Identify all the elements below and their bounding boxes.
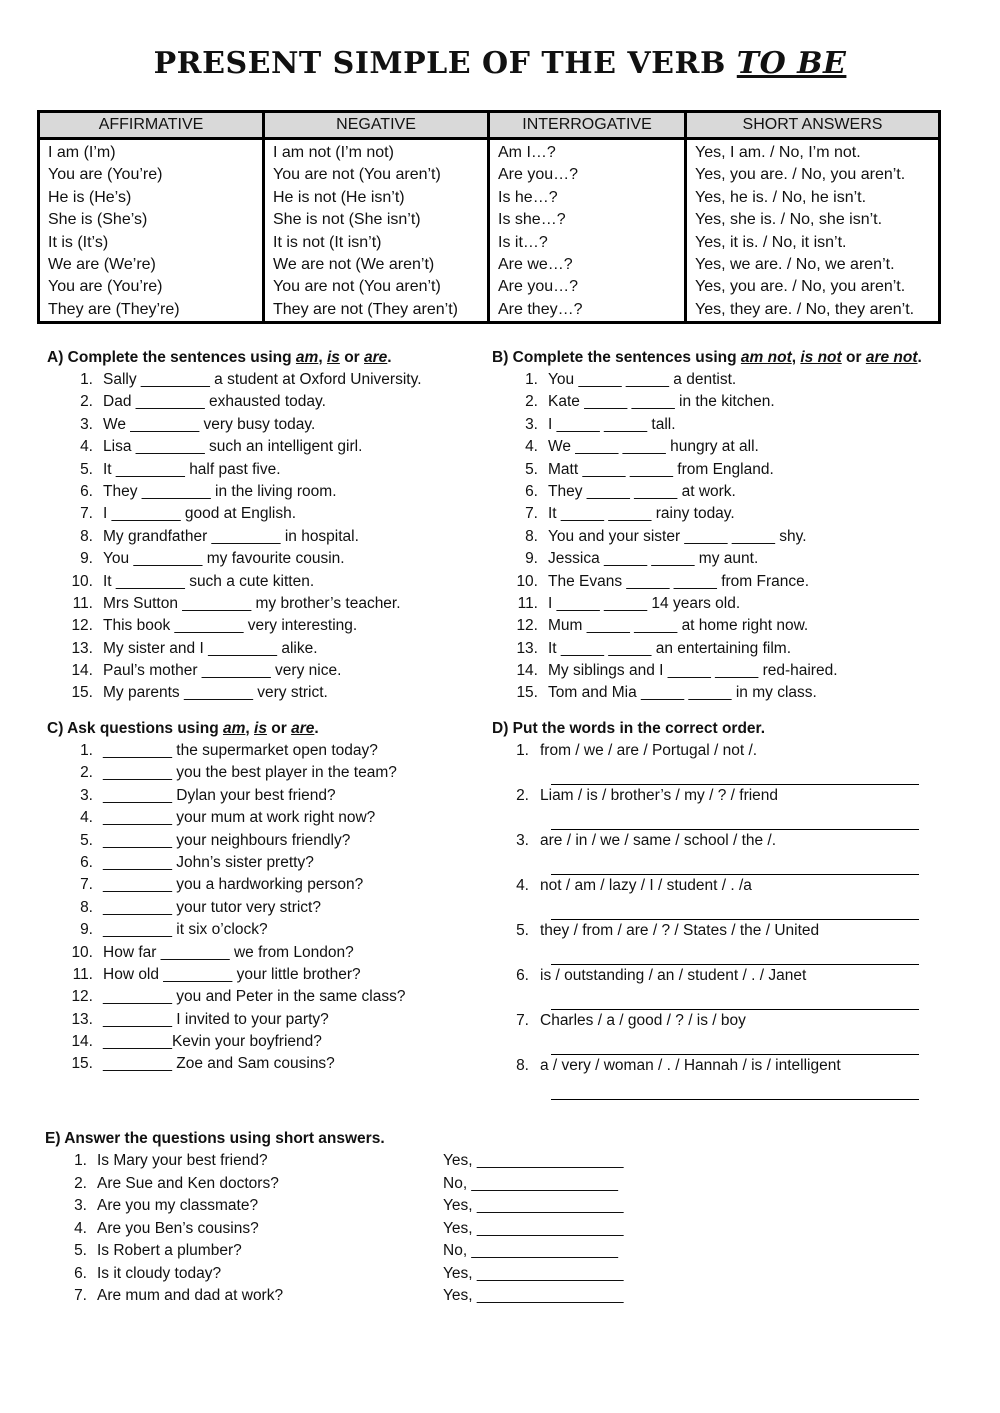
item-number: 3. [80,786,93,804]
item-number: 11. [72,965,93,983]
list-item [47,830,487,852]
item-number: 7. [525,505,538,523]
list-item [492,830,952,853]
answer-blank[interactable]: No, _________________ [443,1174,618,1192]
item-number: 13. [516,639,538,657]
section-e-title: E) Answer the questions using short answers. [45,1130,385,1147]
item-number: 8. [80,898,93,916]
item-number: 2. [516,787,529,804]
list-item [47,436,487,458]
table-body [39,139,940,323]
list-item [492,503,952,525]
table-cell: She is (She’s) [39,209,264,231]
item-number: 6. [80,482,93,500]
item-number: 1. [80,371,93,388]
answer-line[interactable] [551,1033,919,1056]
list-item [47,785,487,807]
item-text: How old ________ your little brother? [103,965,361,983]
table-cell: They are not (They aren’t) [264,299,489,323]
item-text: they / from / are / ? / States / the / United [540,922,820,939]
item-text: I ________ good at English. [103,505,297,523]
list-item [47,459,487,481]
title-emphasis: TO BE [736,46,847,81]
table-cell: He is (He’s) [39,187,264,209]
list-item [47,369,487,391]
item-number: 15. [71,1055,93,1073]
item-text: You and your sister _____ _____ shy. [548,527,807,545]
table-cell: Are we…? [489,254,686,276]
item-number: 8. [80,527,93,545]
list-item [492,740,952,763]
item-text: is / outstanding / an / student / . / Janet [540,967,807,984]
table-cell: They are (They’re) [39,299,264,323]
item-text: Dad ________ exhausted today. [103,393,326,411]
list-item [45,1150,665,1173]
list-item [492,920,952,943]
list-item [47,615,487,637]
item-number: 7. [80,505,93,523]
table-row [39,276,940,298]
list-item [47,740,487,762]
item-text: Lisa ________ such an intelligent girl. [103,438,363,456]
header-short-answers: SHORT ANSWERS [686,112,940,139]
table-cell: You are (You’re) [39,164,264,186]
table-row [39,139,940,165]
list-item [492,571,952,593]
item-text: You ________ my favourite cousin. [103,550,345,568]
answer-line[interactable] [551,898,919,921]
list-item [47,548,487,570]
list-item [492,436,952,458]
list-item [47,503,487,525]
table-cell: Yes, he is. / No, he isn’t. [686,187,940,209]
item-text: I _____ _____ 14 years old. [548,594,741,612]
item-text: ________ it six o’clock? [103,921,268,939]
list-item [492,660,952,682]
section-a [47,347,487,705]
list-item [492,1010,952,1033]
item-number: 9. [525,550,538,568]
table-cell: Is it…? [489,232,686,254]
table-row [39,232,940,254]
item-number: 14. [71,1033,93,1051]
item-text: ________ I invited to your party? [103,1010,329,1028]
item-text: ________ John’s sister pretty? [103,853,314,871]
item-number: 2. [74,1174,87,1192]
table-cell: Are they…? [489,299,686,323]
question-text: Is Mary your best friend? [97,1152,268,1169]
item-text: Jessica _____ _____ my aunt. [548,550,759,568]
item-number: 15. [516,684,538,702]
list-item [45,1173,665,1196]
item-number: 8. [525,527,538,545]
table-cell: Is she…? [489,209,686,231]
conjugation-table [37,110,941,324]
question-text: Are you my classmate? [97,1197,259,1214]
list-item [492,1055,952,1078]
list-item [492,638,952,660]
item-number: 13. [71,639,93,657]
answer-blank[interactable]: Yes, _________________ [443,1197,624,1214]
table-cell: We are (We’re) [39,254,264,276]
table-row [39,209,940,231]
table-cell: Yes, you are. / No, you aren’t. [686,276,940,298]
list-item [47,1031,487,1053]
table-row [39,164,940,186]
list-item [47,942,487,964]
item-number: 7. [80,876,93,894]
item-number: 5. [74,1242,87,1259]
item-text: ________ Zoe and Sam cousins? [103,1055,335,1073]
list-item [45,1285,665,1308]
section-c-title: C) Ask questions using am, is or are. [47,720,319,737]
item-text: Matt _____ _____ from England. [548,460,774,478]
item-text: We ________ very busy today. [103,415,316,433]
table-row [39,254,940,276]
list-item [492,615,952,637]
item-text: ________Kevin your boyfriend? [103,1033,322,1051]
item-text: How far ________ we from London? [103,943,354,961]
list-item [47,526,487,548]
table-cell: You are not (You aren’t) [264,164,489,186]
list-item [47,1009,487,1031]
item-number: 6. [516,967,529,984]
item-number: 15. [71,684,93,702]
item-number: 3. [80,415,93,433]
list-item [45,1195,665,1218]
section-d-title: D) Put the words in the correct order. [492,720,766,737]
item-number: 6. [525,482,538,500]
page-title [0,46,1000,81]
item-number: 1. [525,371,538,388]
list-item [47,682,487,704]
item-number: 12. [516,617,538,635]
list-item [492,369,952,391]
list-item [492,682,952,704]
table-cell: Yes, she is. / No, she isn’t. [686,209,940,231]
item-number: 10. [71,943,93,961]
item-number: 3. [74,1197,87,1214]
table-row [39,187,940,209]
question-text: Is it cloudy today? [97,1264,222,1282]
item-text: We _____ _____ hungry at all. [548,438,759,456]
item-number: 9. [80,921,93,939]
item-number: 7. [74,1287,87,1304]
list-item [47,571,487,593]
item-number: 9. [80,550,93,568]
item-text: My siblings and I _____ _____ red-haired. [548,662,838,680]
answer-line[interactable] [551,1078,919,1101]
list-item [47,852,487,874]
list-item [492,414,952,436]
list-item [492,526,952,548]
item-text: ________ your neighbours friendly? [103,831,351,849]
list-item [47,593,487,615]
list-item [492,785,952,808]
table-cell: Yes, it is. / No, it isn’t. [686,232,940,254]
list-item [492,459,952,481]
section-d [492,718,952,1100]
list-item [47,897,487,919]
item-text: It ________ half past five. [103,460,281,478]
item-number: 4. [74,1219,87,1237]
table-cell: I am (I’m) [39,139,264,165]
item-number: 5. [80,831,93,849]
list-item [47,762,487,784]
item-number: 12. [71,617,93,635]
item-text: They ________ in the living room. [103,482,337,500]
item-number: 11. [72,594,93,612]
item-text: Paul’s mother ________ very nice. [103,662,342,680]
item-number: 10. [71,572,93,590]
item-text: a / very / woman / . / Hannah / is / intelligent [540,1057,841,1074]
table-cell: Am I…? [489,139,686,165]
item-text: ________ your mum at work right now? [103,809,376,827]
item-text: Kate _____ _____ in the kitchen. [548,393,775,411]
item-text: ________ the supermarket open today? [103,742,378,759]
list-item [47,638,487,660]
list-item [492,965,952,988]
answer-line[interactable] [551,808,919,831]
item-number: 2. [80,393,93,411]
list-item [47,414,487,436]
list-item [492,391,952,413]
header-affirmative: AFFIRMATIVE [39,112,264,139]
header-interrogative: INTERROGATIVE [489,112,686,139]
table-cell: Are you…? [489,276,686,298]
item-number: 14. [516,662,538,680]
item-text: ________ you a hardworking person? [103,876,364,894]
item-text: My grandfather ________ in hospital. [103,527,359,545]
table-cell: You are not (You aren’t) [264,276,489,298]
item-text: My sister and I ________ alike. [103,639,318,657]
section-b-list [492,369,952,705]
item-number: 4. [80,809,93,827]
list-item [492,481,952,503]
table-header-row [39,112,940,139]
list-item [45,1263,665,1286]
list-item [47,919,487,941]
item-text: It _____ _____ rainy today. [548,505,735,523]
item-text: You _____ _____ a dentist. [548,371,737,388]
list-item [47,660,487,682]
item-text: ________ you the best player in the team? [103,764,397,782]
question-text: Are you Ben’s cousins? [97,1219,259,1237]
item-number: 5. [516,922,529,939]
table-cell: I am not (I’m not) [264,139,489,165]
item-number: 7. [516,1012,529,1029]
list-item [492,593,952,615]
section-d-list [492,740,952,1100]
item-text: It ________ such a cute kitten. [103,572,315,590]
table-cell: Is he…? [489,187,686,209]
answer-blank[interactable]: Yes, _________________ [443,1219,624,1237]
item-text: not / am / lazy / I / student / . /a [540,877,752,894]
list-item [492,875,952,898]
table-cell: You are (You’re) [39,276,264,298]
item-number: 8. [516,1057,529,1074]
item-text: I _____ _____ tall. [548,415,676,433]
answer-line[interactable] [551,988,919,1011]
item-number: 6. [74,1264,87,1282]
item-number: 4. [525,438,538,456]
table-cell: She is not (She isn’t) [264,209,489,231]
answer-line[interactable] [551,763,919,786]
answer-blank[interactable]: Yes, _________________ [443,1152,624,1169]
table-cell: Yes, I am. / No, I’m not. [686,139,940,165]
item-number: 1. [516,742,529,759]
table-cell: He is not (He isn’t) [264,187,489,209]
item-number: 5. [525,460,538,478]
question-text: Are Sue and Ken doctors? [97,1174,279,1192]
item-text: Sally ________ a student at Oxford University. [103,371,422,388]
item-text: ________ Dylan your best friend? [103,786,336,804]
table-cell: It is (It’s) [39,232,264,254]
item-number: 6. [80,853,93,871]
table-cell: We are not (We aren’t) [264,254,489,276]
section-b-title: B) Complete the sentences using am not, is not or are not. [492,349,922,366]
item-number: 4. [80,438,93,456]
table-cell: It is not (It isn’t) [264,232,489,254]
item-number: 12. [71,988,93,1006]
answer-blank[interactable]: Yes, _________________ [443,1264,624,1282]
item-number: 3. [516,832,529,849]
item-number: 11. [517,594,538,612]
item-text: This book ________ very interesting. [103,617,358,635]
question-text: Are mum and dad at work? [97,1287,284,1304]
item-text: ________ you and Peter in the same class? [103,988,406,1006]
table-cell: Yes, we are. / No, we aren’t. [686,254,940,276]
section-c-list [47,740,487,1076]
item-number: 2. [525,393,538,411]
section-e-list [45,1150,665,1308]
item-number: 10. [516,572,538,590]
list-item [47,807,487,829]
item-text: ________ your tutor very strict? [103,898,321,916]
item-text: are / in / we / same / school / the /. [540,832,777,849]
answer-line[interactable] [551,943,919,966]
item-number: 1. [74,1152,87,1169]
table-cell: Are you…? [489,164,686,186]
answer-blank[interactable]: No, _________________ [443,1242,618,1259]
list-item [47,481,487,503]
section-b [492,347,952,705]
section-a-title: A) Complete the sentences using am, is or are. [47,349,392,366]
item-text: My parents ________ very strict. [103,684,328,702]
item-text: The Evans _____ _____ from France. [548,572,810,590]
item-number: 4. [516,877,529,894]
list-item [47,874,487,896]
list-item [492,548,952,570]
section-c [47,718,487,1076]
question-text: Is Robert a plumber? [97,1242,242,1259]
item-text: They _____ _____ at work. [548,482,736,500]
item-text: Liam / is / brother’s / my / ? / friend [540,787,779,804]
answer-blank[interactable]: Yes, _________________ [443,1287,624,1304]
item-text: It _____ _____ an entertaining film. [548,639,792,657]
list-item [47,986,487,1008]
list-item [45,1218,665,1241]
item-text: Mum _____ _____ at home right now. [548,617,809,635]
table-row [39,299,940,323]
list-item [47,1053,487,1075]
list-item [45,1240,665,1263]
item-text: Charles / a / good / ? / is / boy [540,1012,746,1029]
item-number: 14. [71,662,93,680]
item-number: 3. [525,415,538,433]
section-e [45,1128,665,1308]
table-cell: Yes, you are. / No, you aren’t. [686,164,940,186]
header-negative: NEGATIVE [264,112,489,139]
item-number: 13. [71,1010,93,1028]
title-main: PRESENT SIMPLE OF THE VERB [153,46,726,81]
item-text: from / we / are / Portugal / not /. [540,742,758,759]
item-number: 1. [80,742,93,759]
section-a-list [47,369,487,705]
answer-line[interactable] [551,853,919,876]
table-cell: Yes, they are. / No, they aren’t. [686,299,940,323]
item-number: 2. [80,764,93,782]
list-item [47,391,487,413]
list-item [47,964,487,986]
item-text: Mrs Sutton ________ my brother’s teacher. [103,594,401,612]
item-text: Tom and Mia _____ _____ in my class. [548,684,817,702]
item-number: 5. [80,460,93,478]
